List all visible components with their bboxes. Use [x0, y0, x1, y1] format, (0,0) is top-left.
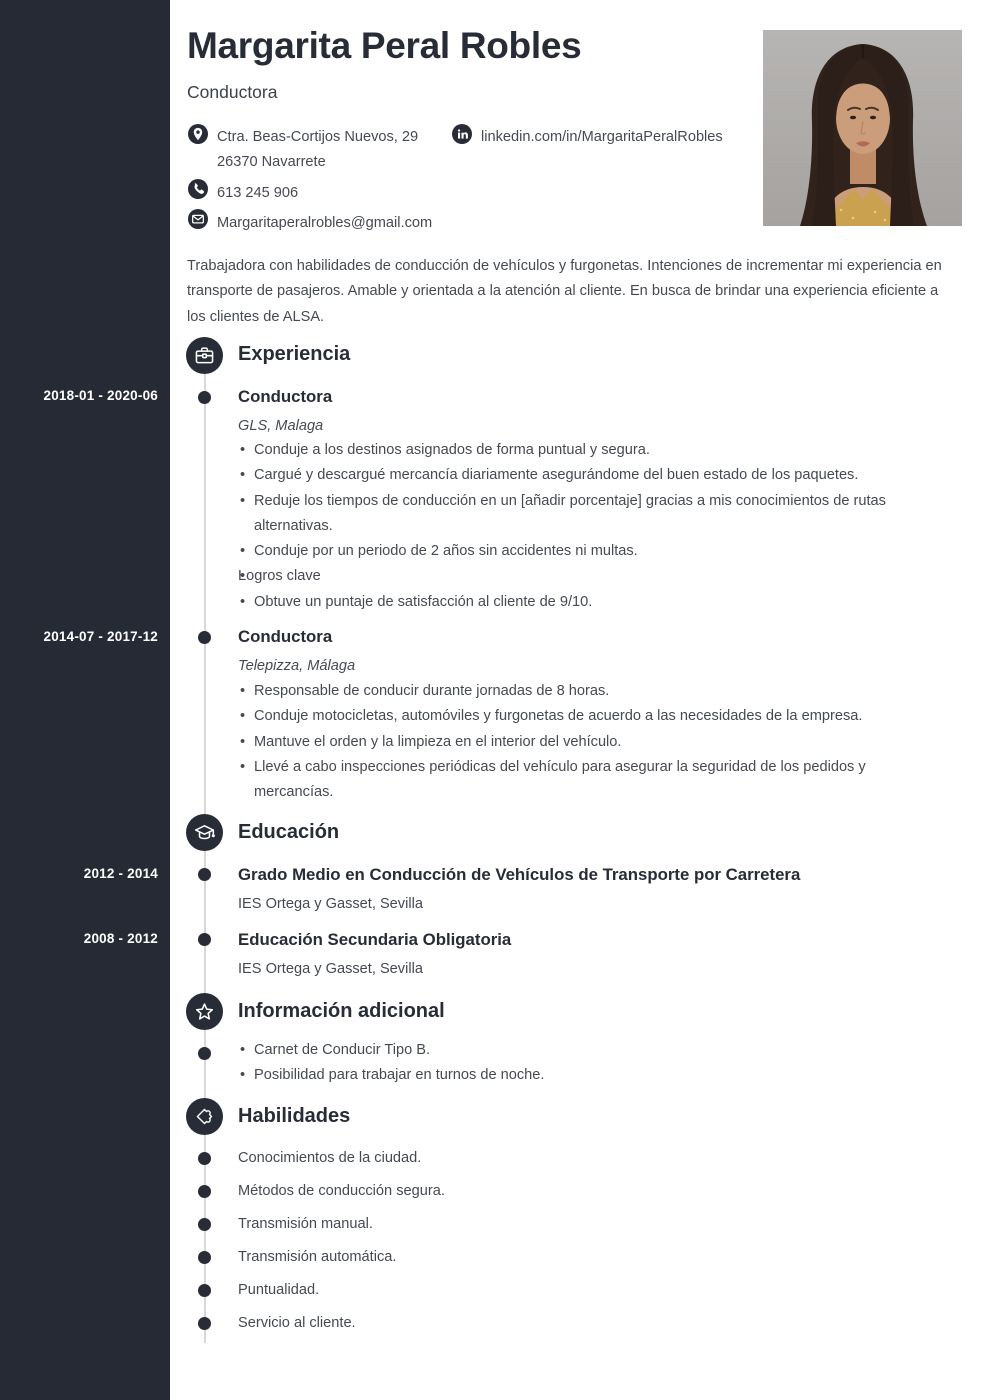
experience-bullet: • Conduje por un periodo de 2 años sin accidentes ni multas. [238, 539, 938, 564]
timeline-dot [198, 1251, 211, 1264]
section-title-experience: Experiencia [238, 343, 351, 365]
envelope-icon [188, 209, 208, 229]
puzzle-piece-icon [186, 1098, 223, 1135]
experience-bullet: • Responsable de conducir durante jornadas de 8 horas. [238, 679, 938, 704]
timeline-dot [198, 933, 211, 946]
timeline-dot [198, 868, 211, 881]
skill-item [198, 1150, 421, 1166]
experience-bullet-list [238, 438, 938, 615]
section-title-additional-info: Información adicional [238, 1000, 445, 1022]
skill-label: Conocimientos de la ciudad. [238, 1150, 422, 1166]
experience-role: Conductora [238, 387, 333, 406]
additional-info-list [238, 1038, 938, 1089]
education-degree: Grado Medio en Conducción de Vehículos de Transporte por Carretera [238, 865, 801, 884]
experience-bullet-list [238, 679, 938, 805]
achievements-label: • Logros clave [238, 564, 938, 589]
timeline-dot [198, 1185, 211, 1198]
contact-address-line1: Ctra. Beas-Cortijos Nuevos, 29 [217, 129, 419, 145]
education-dates: 2012 - 2014 [83, 866, 158, 881]
timeline-dot [198, 1047, 211, 1060]
education-school: IES Ortega y Gasset, Sevilla [238, 961, 423, 977]
phone-icon [188, 179, 208, 199]
experience-bullet: • Reduje los tiempos de conducción en un [añadir porcentaje] gracias a mis conocimientos de rutas alternativas. [238, 489, 938, 540]
star-icon [186, 993, 223, 1030]
experience-bullet: • Llevé a cabo inspecciones periódicas del vehículo para asegurar la seguridad de los pedidos y mercancías. [238, 755, 938, 806]
contact-email[interactable]: Margaritaperalrobles@gmail.com [217, 215, 433, 231]
education-school: IES Ortega y Gasset, Sevilla [238, 896, 423, 912]
skill-item [198, 1249, 396, 1265]
timeline-dot [198, 1317, 211, 1330]
skill-item [198, 1282, 319, 1298]
skill-item [198, 1216, 373, 1232]
timeline-dot [198, 1284, 211, 1297]
experience-bullet: • Cargué y descargué mercancía diariamente asegurándome del buen estado de los paquetes. [238, 463, 938, 488]
skill-label: Servicio al cliente. [238, 1315, 356, 1331]
experience-role: Conductora [238, 627, 333, 646]
section-title-education: Educación [238, 821, 340, 843]
education-degree: Educación Secundaria Obligatoria [238, 930, 512, 949]
person-name: Margarita Peral Robles [187, 25, 582, 66]
location-pin-icon [188, 124, 208, 144]
timeline-dot [198, 1218, 211, 1231]
timeline-dot [198, 631, 211, 644]
experience-company: GLS, Malaga [238, 418, 324, 434]
contact-address-line2: 26370 Navarrete [217, 154, 326, 170]
timeline-dot [198, 391, 211, 404]
contact-linkedin[interactable]: linkedin.com/in/MargaritaPeralRobles [481, 129, 723, 145]
skill-item [198, 1315, 356, 1331]
experience-bullet: • Mantuve el orden y la limpieza en el interior del vehículo. [238, 730, 938, 755]
linkedin-icon [452, 124, 472, 144]
experience-company: Telepizza, Málaga [238, 658, 356, 674]
skill-label: Métodos de conducción segura. [238, 1183, 445, 1199]
sidebar [0, 0, 170, 1400]
experience-achievement: • Obtuve un puntaje de satisfacción al cliente de 9/10. [238, 590, 938, 615]
experience-dates: 2018-01 - 2020-06 [43, 388, 158, 403]
skill-label: Transmisión manual. [238, 1216, 373, 1232]
skill-item [198, 1183, 445, 1199]
skill-label: Puntualidad. [238, 1282, 320, 1298]
person-job-title: Conductora [187, 82, 278, 102]
section-title-skills: Habilidades [238, 1105, 351, 1127]
experience-dates: 2014-07 - 2017-12 [43, 629, 158, 644]
graduation-cap-icon [186, 814, 223, 851]
skill-label: Transmisión automática. [238, 1249, 397, 1265]
experience-bullet: • Conduje a los destinos asignados de forma puntual y segura. [238, 438, 938, 463]
education-dates: 2008 - 2012 [83, 931, 158, 946]
additional-info-bullet: • Posibilidad para trabajar en turnos de noche. [238, 1063, 938, 1088]
additional-info-bullet: • Carnet de Conducir Tipo B. [238, 1038, 938, 1063]
profile-photo [763, 30, 962, 226]
timeline-dot [198, 1152, 211, 1165]
briefcase-icon [186, 337, 223, 374]
contact-phone: 613 245 906 [217, 185, 299, 201]
professional-summary: Trabajadora con habilidades de conducción de vehículos y furgonetas. Intenciones de incrementar mi experiencia en transporte de pasajeros. Amable y orientada a la atención al cliente. En busca de brindar una experiencia eficiente a los clientes de ALSA. [187, 258, 942, 325]
experience-bullet: • Conduje motocicletas, automóviles y furgonetas de acuerdo a las necesidades de la empresa. [238, 704, 938, 729]
